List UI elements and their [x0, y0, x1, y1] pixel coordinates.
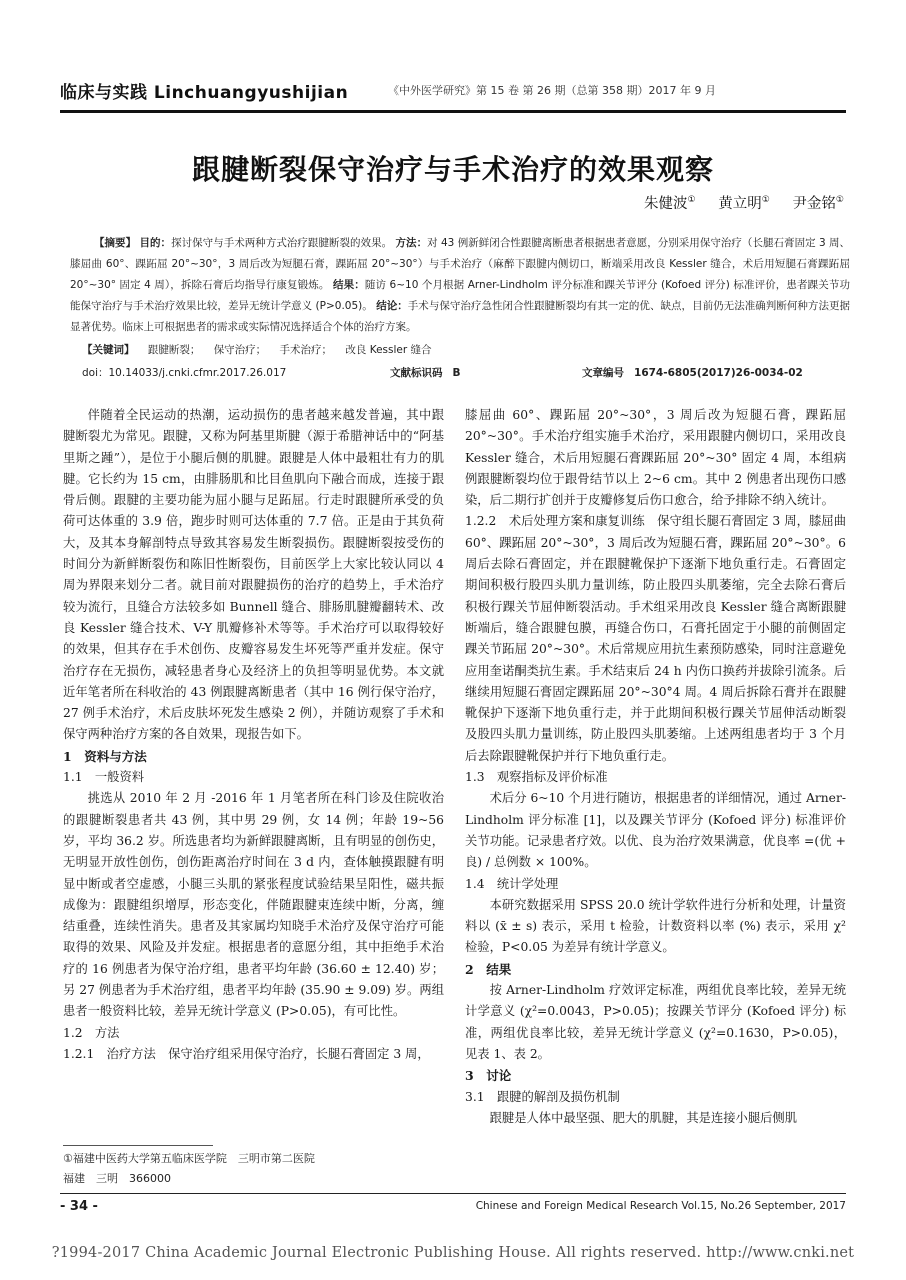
- page-footer: [60, 1193, 846, 1216]
- document-code: 文献标识码 B: [390, 367, 461, 379]
- body-column-right: [465, 405, 846, 1129]
- subsection-heading: 3.1 跟腱的解剖及损伤机制: [465, 1089, 620, 1104]
- keyword: 保守治疗；: [213, 344, 267, 356]
- header-rule: [60, 110, 846, 113]
- doi: doi：10.14033/j.cnki.cfmr.2017.26.017: [82, 367, 287, 379]
- section-heading: 1 资料与方法: [63, 748, 147, 764]
- section-heading: 2 结果: [465, 961, 512, 977]
- abstract: 【摘要】 目的：探讨保守与手术两种方式治疗跟腱断裂的效果。 方法：对 43 例新鲜闭合性跟腱离断患者根据患者意愿，分别采用保守治疗（长腿石膏固定 3 周、膝屈曲 60°、踝跖屈 20°~30°，3 周后改为短腿石膏，踝跖屈 20°~30°）与手术治疗（麻醉下跟腱内侧切口，断端采用改良 Kessler 缝合，术后用短腿石膏踝跖屈 20°~30° 固定 4 周），拆除石膏后均指导行康复锻炼。 结果：随访 6~10 个月根据 Arner-Lindholm 评分标准和踝关节评分 (Kofoed 评分) 标准评价，患者踝关节功能保守治疗与手术治疗效果比较，差异无统计学意义 (P>0.05)。 结论：手术与保守治疗急性闭合性跟腱断裂均有其一定的优、缺点，目前仍无法准确判断何种方法更据显著优势。临床上可根据患者的需求或实际情况选择适合个体的治疗方案。: [70, 237, 851, 333]
- paragraph: 术后分 6~10 个月进行随访，根据患者的详细情况，通过 Arner-Lindholm 评分标准 [1]，以及踝关节评分 (Kofoed 评分) 标准评价关节功能。记录患者疗效。以优、良为治疗效果满意，优良率 =(优 + 良) / 总例数 × 100%。: [465, 791, 846, 870]
- keyword: 跟腱断裂；: [147, 344, 201, 356]
- keywords: [82, 342, 432, 357]
- paragraph: 1.2.2 术后处理方案和康复训练 保守组长腿石膏固定 3 周，膝屈曲 60°、踝跖屈 20°~30°，3 周后改为短腿石膏，踝跖屈 20°~30°。6 周后去除石膏固定，并在跟腱靴保护下逐渐下地负重行走。石膏固定期间积极行股四头肌力量训练，防止股四头肌萎缩，完全去除石膏后积极行踝关节屈伸断裂活动。手术组采用改良 Kessler 缝合离断跟腱断端后，缝合跟腱包膜，再缝合伤口，石膏托固定于小腿的前侧固定踝关节跖屈 20°~30°。术后常规应用抗生素预防感染，同时注意避免应用奎诺酮类抗生素。手术结束后 24 h 内伤口换药并拔除引流条。后继续用短腿石膏固定踝跖屈 20°~30°4 周。4 周后拆除石膏并在跟腱靴保护下逐渐下地负重行走，并于此期间积极行踝关节屈伸活动断裂及股四头肌力量训练，防止股四头肌萎缩。上述两组患者均于 3 个月后去除跟腱靴保护并行下地负重行走。: [465, 514, 846, 763]
- section-heading: 3 讨论: [465, 1068, 512, 1084]
- keyword: 手术治疗；: [279, 344, 333, 356]
- paragraph: 1.2.1 治疗方法 保守治疗组采用保守治疗，长腿石膏固定 3 周，: [63, 1046, 430, 1061]
- paragraph: 本研究数据采用 SPSS 20.0 统计学软件进行分析和处理，计量资料以 (x̄ ± s) 表示，采用 t 检验，计数资料以率 (%) 表示，采用 χ² 检验，P<0.05 为差异有统计学意义。: [465, 897, 846, 955]
- footnote-rule: [63, 1145, 213, 1146]
- subsection-heading: 1.3 观察指标及评价标准: [465, 770, 608, 785]
- page-number: - 34 -: [60, 1199, 98, 1214]
- author: 朱健波①: [644, 195, 696, 212]
- subsection-heading: 1.4 统计学处理: [465, 876, 559, 891]
- paragraph: 膝屈曲 60°、踝跖屈 20°~30°，3 周后改为短腿石膏，踝跖屈 20°~30°。手术治疗组实施手术治疗，采用跟腱内侧切口，采用改良 Kessler 缝合，术后用短腿石膏踝跖屈 20°~30° 固定 4 周，本组病例跟腱断裂均位于跟骨结节以上 2~6 cm。其中 2 例患者出现伤口感染，后二期行扩创并于皮瓣修复后伤口愈合，给予排除不纳入统计。: [465, 408, 846, 508]
- intro-paragraph: 伴随着全民运动的热潮，运动损伤的患者越来越发普遍，其中跟腱断裂尤为常见。跟腱，又称为阿基里斯腱（源于希腊神话中的“阿基里斯之踵”），是位于小腿后侧的肌腱。跟腱是人体中最粗壮有力的肌腱。它长约为 15 cm，由腓肠肌和比目鱼肌向下融合而成，连接于跟骨后侧。跟腱的主要功能为屈小腿与足跖屈。行走时跟腱所承受的负荷可达体重的 3.9 倍，跑步时则可达体重的 7.7 倍。正是由于其负荷大，及其本身解剖特点导致其容易发生断裂损伤。跟腱断裂按受伤的时间分为新鲜断裂伤和陈旧性断裂伤，目前医学上大家比较认同以 4 周为界限来划分二者。就目前对跟腱损伤的治疗的趋势上，手术治疗较为流行，且缝合方法较多如 Bunnell 缝合、腓肠肌腱瓣翻转术、改良 Kessler 缝合技术、V-Y 肌瓣修补术等等。手术治疗可以取得较好的效果，但其存在手术创伤、皮瓣容易发生坏死等严重并发症。保守治疗存在无损伤，减轻患者身心及经济上的负担等明显优势。本文就近年笔者所在科收治的 43 例跟腱离断患者（其中 16 例行保守治疗，27 例手术治疗，术后皮肤坏死发生感染 2 例），并随访观察了手术和保守两种治疗方案的各自效果，现报告如下。: [63, 408, 444, 742]
- copyright-notice: ?1994-2017 China Academic Journal Electronic Publishing House. All rights reserved. http://www.cnki.net: [51, 1245, 855, 1261]
- paragraph: 挑选从 2010 年 2 月 -2016 年 1 月笔者所在科门诊及住院收治的跟腱断裂患者共 43 例，其中男 29 例，女 14 例；年龄 19~56 岁，平均 36.2 岁。所选患者均为新鲜跟腱离断，且有明显的创伤史，无明显开放性创伤，创伤距离治疗时间在 3 d 内，查体触摸跟腱有明显中断或者空虚感，小腿三头肌的紧张程度试验结果呈阳性，磁共振成像为：跟腱组织增厚，形态变化，伴随跟腱束连续中断，分离，缠结重叠，连续性消失。患者及其家属均知晓手术治疗及保守治疗可能取得的效果、风险及并发症。根据患者的意愿分组，其中拒绝手术治疗的 16 例患者为保守治疗组，患者平均年龄 (36.60 ± 12.40) 岁；另 27 例患者为手术治疗组，患者平均年龄 (35.90 ± 9.09) 岁。两组患者一般资料比较，差异无统计学意义 (P>0.05)，有可比性。: [63, 791, 444, 1019]
- author-list: [644, 192, 844, 213]
- article-title: 跟腱断裂保守治疗与手术治疗的效果观察: [191, 153, 714, 186]
- affiliation-footnote: ①福建中医药大学第五临床医学院 三明市第二医院 福建 三明 366000: [63, 1152, 315, 1185]
- abstract-label: 【摘要】: [94, 237, 137, 249]
- journal-reference: Chinese and Foreign Medical Research Vol.15, No.26 September, 2017: [475, 1200, 846, 1212]
- subsection-heading: 1.2 方法: [63, 1025, 120, 1040]
- author: 尹金铭①: [792, 195, 844, 212]
- paragraph: 按 Arner-Lindholm 疗效评定标准，两组优良率比较，差异无统计学意义 (χ²=0.0043，P>0.05)；按踝关节评分 (Kofoed 评分) 标准，两组优良率比较，差异无统计学意义 (χ²=0.1630，P>0.05)，见表 1、表 2。: [465, 983, 846, 1061]
- section-title: 临床与实践 Linchuangyushijian: [60, 83, 349, 103]
- keywords-label: 【关键词】: [82, 344, 135, 356]
- article-meta: [82, 365, 803, 381]
- paragraph: 跟腱是人体中最坚强、肥大的肌腱，其是连接小腿后侧肌: [489, 1110, 798, 1125]
- keyword: 改良 Kessler 缝合: [345, 344, 432, 356]
- author: 黄立明①: [718, 195, 770, 212]
- running-header: [60, 78, 846, 108]
- body-column-left: [63, 405, 444, 1065]
- subsection-heading: 1.1 一般资料: [63, 770, 145, 785]
- journal-citation: 《中外医学研究》第 15 卷 第 26 期（总第 358 期）2017 年 9 月: [388, 84, 716, 97]
- article-number: 文章编号 1674-6805(2017)26-0034-02: [582, 367, 803, 379]
